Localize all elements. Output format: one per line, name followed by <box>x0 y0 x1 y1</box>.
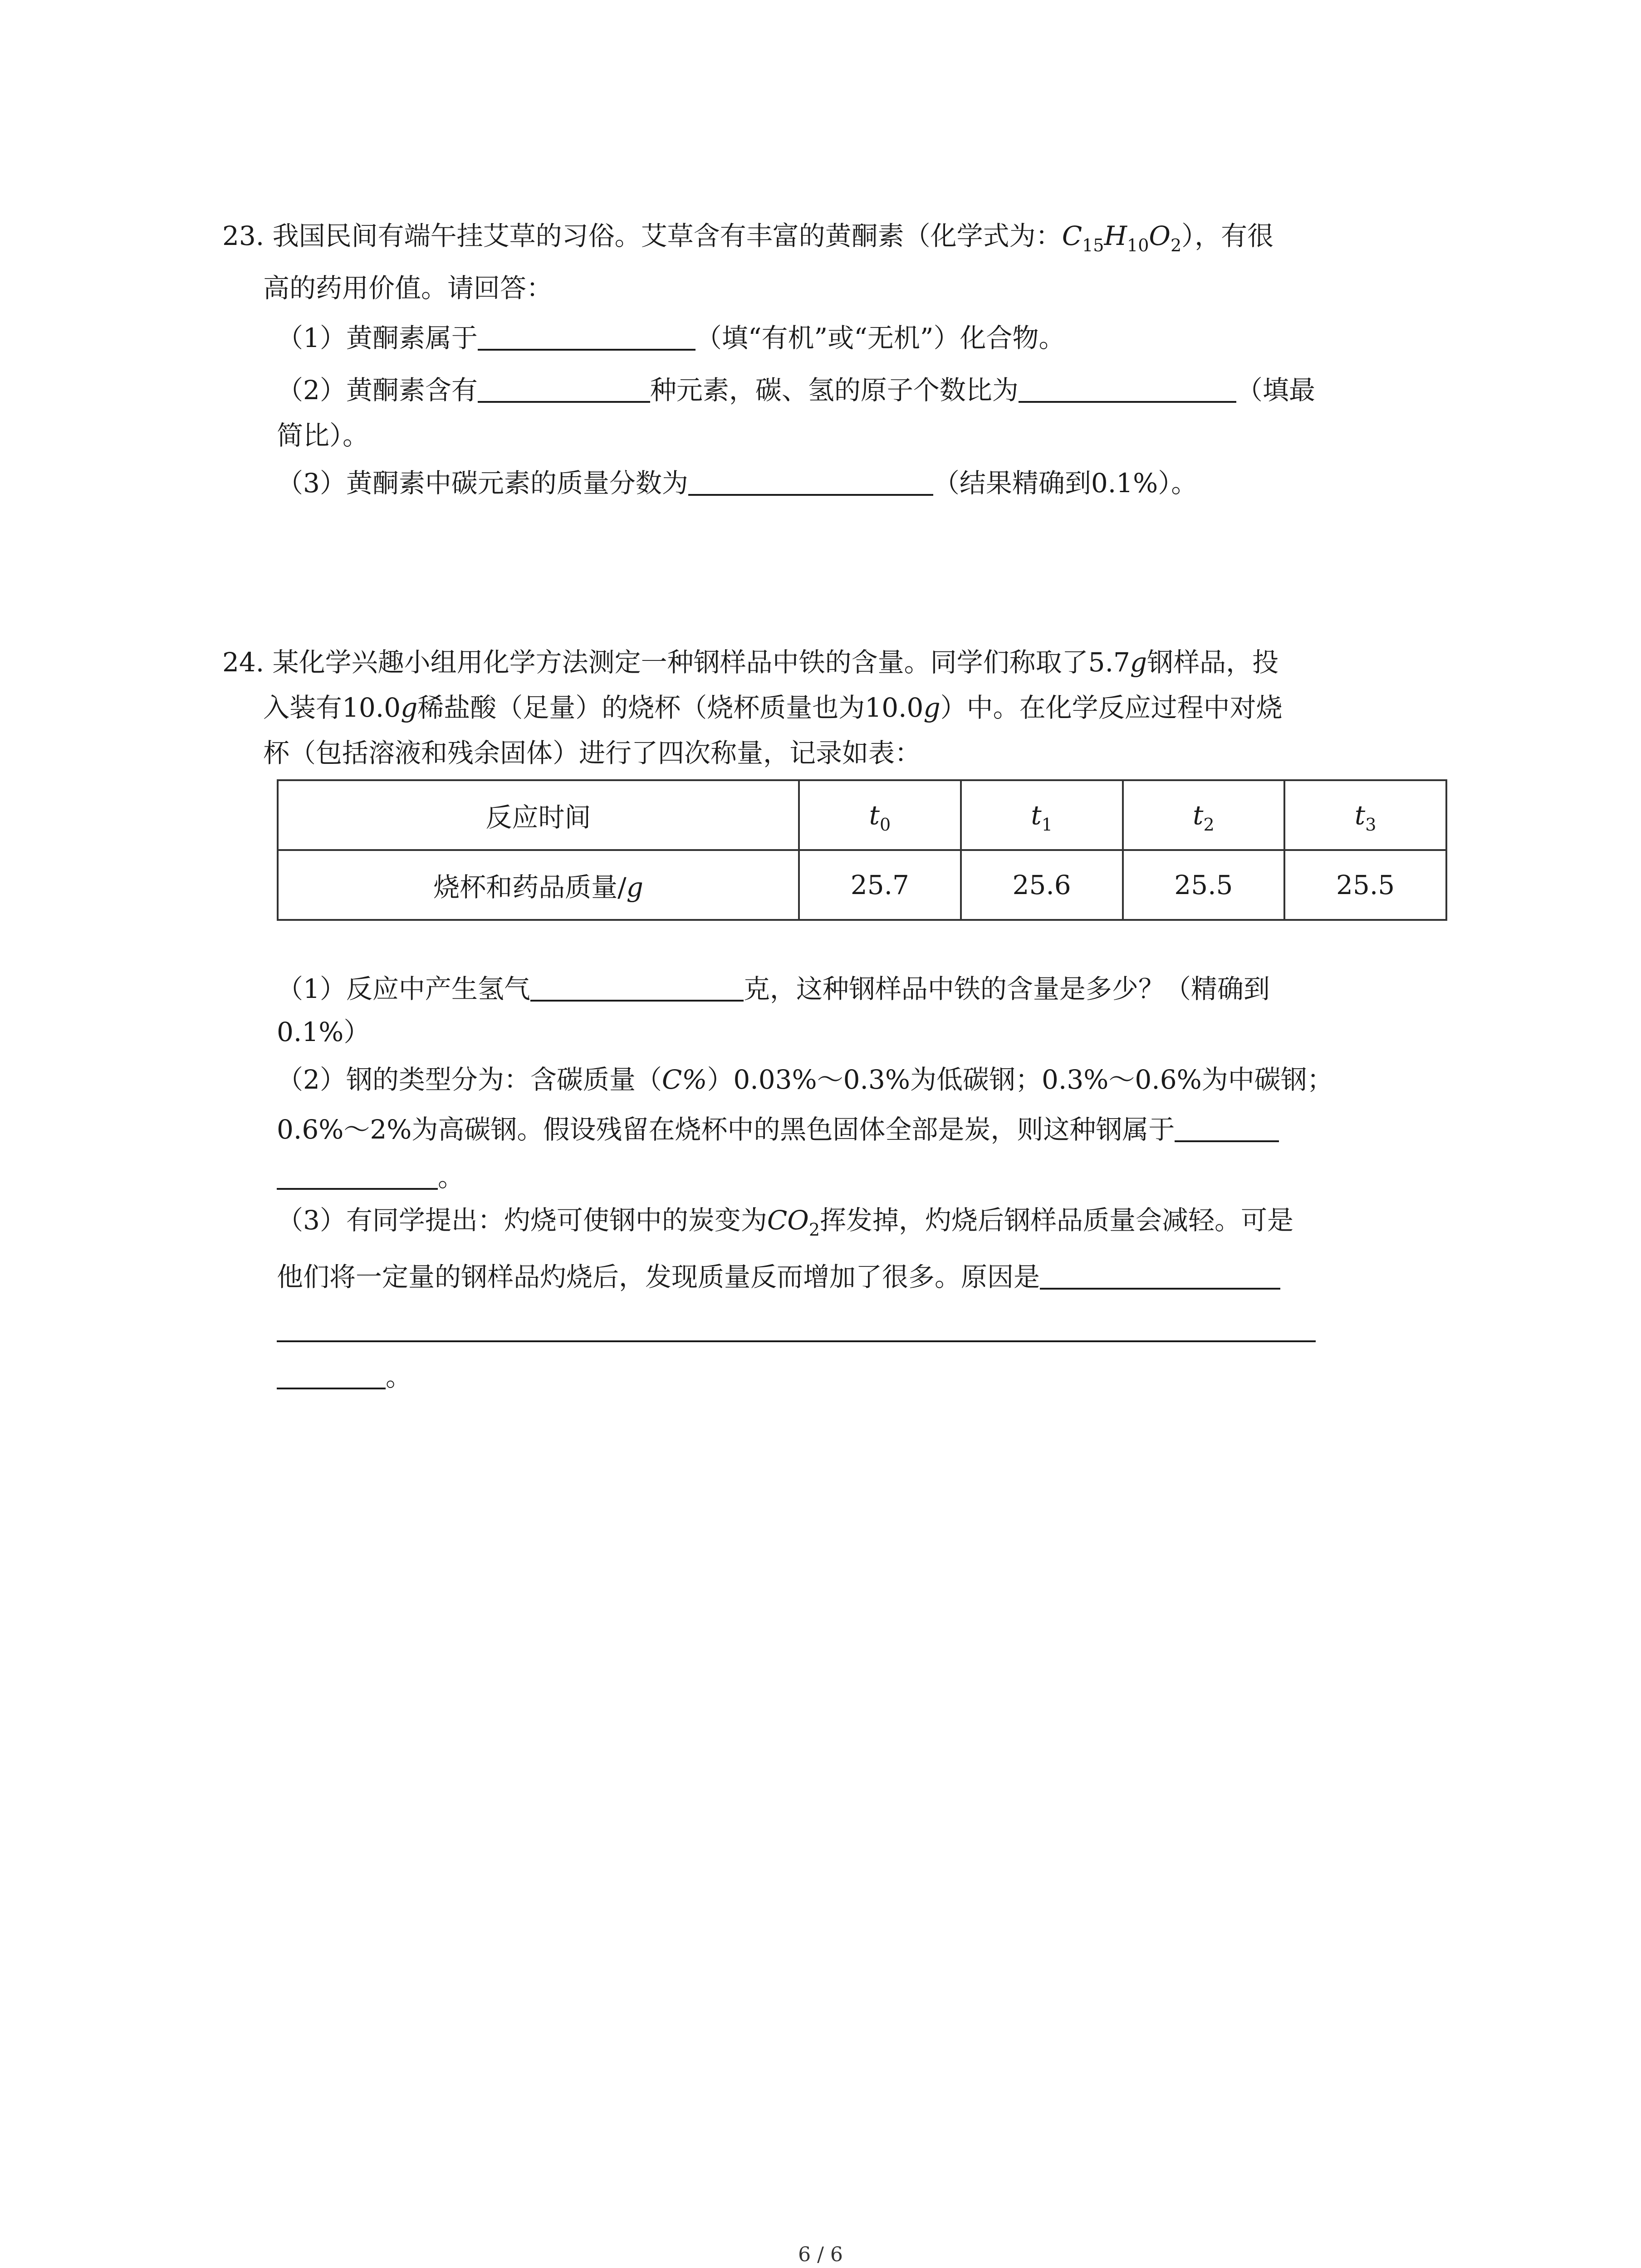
q24-part-2-end: 。 <box>438 1162 465 1193</box>
q24-answer-blank-1[interactable] <box>530 972 744 1002</box>
time-symbol: t <box>869 800 880 831</box>
q23-answer-blank-1[interactable] <box>478 321 696 351</box>
q24-part-3-end: 。 <box>386 1361 412 1392</box>
table-cell: 25.6 <box>961 850 1123 920</box>
unit-symbol: g <box>401 692 418 723</box>
table-row <box>278 850 1446 920</box>
q24-part-2-text: （2）钢的类型分为：含碳质量（ <box>277 1064 662 1095</box>
q23-part-1 <box>277 320 1065 356</box>
formula-subscript: 2 <box>1170 235 1182 255</box>
q23-part-3-text: （结果精确到0.1%）。 <box>933 468 1198 499</box>
q23-part-2-text: （填最 <box>1236 375 1315 406</box>
table-cell: 25.5 <box>1284 850 1446 920</box>
time-subscript: 2 <box>1203 815 1215 835</box>
q23-line-1 <box>222 218 1274 254</box>
table-header-t0 <box>799 780 961 850</box>
table-row-label <box>278 850 799 920</box>
table-row <box>278 780 1446 850</box>
q23-part-2 <box>277 372 1315 408</box>
q23-answer-blank-3[interactable] <box>1019 373 1236 403</box>
q23-part-1-text: （填“有机”或“无机”）化合物。 <box>695 323 1065 353</box>
q23-part-1-text: （1）黄酮素属于 <box>277 323 478 353</box>
table-cell: 25.5 <box>1123 850 1285 920</box>
q24-answer-blank-3[interactable] <box>1040 1260 1280 1290</box>
time-symbol: t <box>1031 800 1042 831</box>
formula-subscript: 10 <box>1127 235 1149 255</box>
formula-subscript: 15 <box>1082 235 1104 255</box>
q24-part-2 <box>277 1061 1333 1098</box>
q24-answer-line[interactable] <box>277 1340 1316 1342</box>
record-table <box>277 779 1447 921</box>
q24-line-1 <box>222 644 1279 680</box>
table-header-t1 <box>961 780 1123 850</box>
table-header-t2 <box>1123 780 1285 850</box>
q24-stem-text: 入装有10.0 <box>263 692 401 723</box>
q24-part-1-cont: 0.1%） <box>277 1017 370 1047</box>
table-cell: 25.7 <box>799 850 961 920</box>
unit-symbol: g <box>1130 647 1147 678</box>
q24-part-2-text: 0.6%～2%为高碳钢。假设残留在烧杯中的黑色固体全部是炭，则这种钢属于 <box>277 1114 1175 1145</box>
q23-part-3 <box>277 465 1197 501</box>
table-header-t3 <box>1284 780 1446 850</box>
q24-part-3 <box>277 1202 1293 1238</box>
unit-symbol: g <box>626 872 643 903</box>
q24-part-3-line-4 <box>277 1359 412 1395</box>
formula-symbol: C <box>1062 220 1083 251</box>
page-number: 6 / 6 <box>798 2243 843 2266</box>
q24-line-3: 杯（包括溶液和残余固体）进行了四次称量，记录如表： <box>263 738 921 768</box>
q24-part-1-text: 克，这种钢样品中铁的含量是多少？（精确到 <box>743 973 1270 1004</box>
time-subscript: 1 <box>1041 815 1053 835</box>
q24-stem-text: 24. 某化学兴趣小组用化学方法测定一种钢样品中铁的含量。同学们称取了5.7 <box>222 647 1130 678</box>
q24-part-2-line-3 <box>277 1159 464 1195</box>
time-symbol: t <box>1354 800 1366 831</box>
q24-part-3-line-2 <box>277 1259 1280 1295</box>
time-symbol: t <box>1193 800 1204 831</box>
q23-line-2: 高的药用价值。请回答： <box>263 273 553 303</box>
q24-part-3-text: （3）有同学提出：灼烧可使钢中的炭变为 <box>277 1205 767 1236</box>
q24-line-2 <box>263 689 1283 726</box>
table-header-label: 反应时间 <box>278 780 799 850</box>
q24-answer-blank-3-end[interactable] <box>277 1359 386 1389</box>
time-subscript: 3 <box>1365 815 1376 835</box>
formula-symbol: O <box>1149 220 1171 251</box>
q24-part-1 <box>277 971 1270 1007</box>
unit-symbol: g <box>923 692 941 723</box>
q23-stem-text: ），有很 <box>1181 220 1274 251</box>
q24-answer-blank-2[interactable] <box>1175 1112 1279 1142</box>
q24-part-3-text: 挥发掉，灼烧后钢样品质量会减轻。可是 <box>820 1205 1294 1236</box>
q24-part-2-text: ）0.03%～0.3%为低碳钢；0.3%～0.6%为中碳钢； <box>707 1064 1333 1095</box>
q24-part-2-line-2 <box>277 1111 1279 1148</box>
q23-part-2-cont: 简比）。 <box>277 420 369 451</box>
q23-part-2-text: （2）黄酮素含有 <box>277 375 478 406</box>
q24-stem-text: ）中。在化学反应过程中对烧 <box>940 692 1283 723</box>
q23-stem-text: 23. 我国民间有端午挂艾草的习俗。艾草含有丰富的黄酮素（化学式为： <box>222 220 1062 251</box>
formula-symbol: CO <box>767 1205 809 1236</box>
row-label-text: 烧杯和药品质量/ <box>433 872 627 903</box>
formula-subscript: 2 <box>808 1220 820 1240</box>
q23-answer-blank-4[interactable] <box>688 466 933 496</box>
q24-part-1-text: （1）反应中产生氢气 <box>277 973 530 1004</box>
q24-stem-text: 稀盐酸（足量）的烧杯（烧杯质量也为10.0 <box>417 692 924 723</box>
q24-answer-blank-2-cont[interactable] <box>277 1160 438 1190</box>
q24-stem-text: 钢样品，投 <box>1147 647 1279 678</box>
q23-answer-blank-2[interactable] <box>478 373 650 403</box>
time-subscript: 0 <box>879 815 891 835</box>
formula-symbol: H <box>1104 220 1127 251</box>
q23-part-3-text: （3）黄酮素中碳元素的质量分数为 <box>277 468 688 499</box>
carbon-symbol: C% <box>661 1064 707 1095</box>
q24-part-3-text: 他们将一定量的钢样品灼烧后，发现质量反而增加了很多。原因是 <box>277 1261 1040 1292</box>
q23-part-2-text: 种元素，碳、氢的原子个数比为 <box>650 375 1019 406</box>
